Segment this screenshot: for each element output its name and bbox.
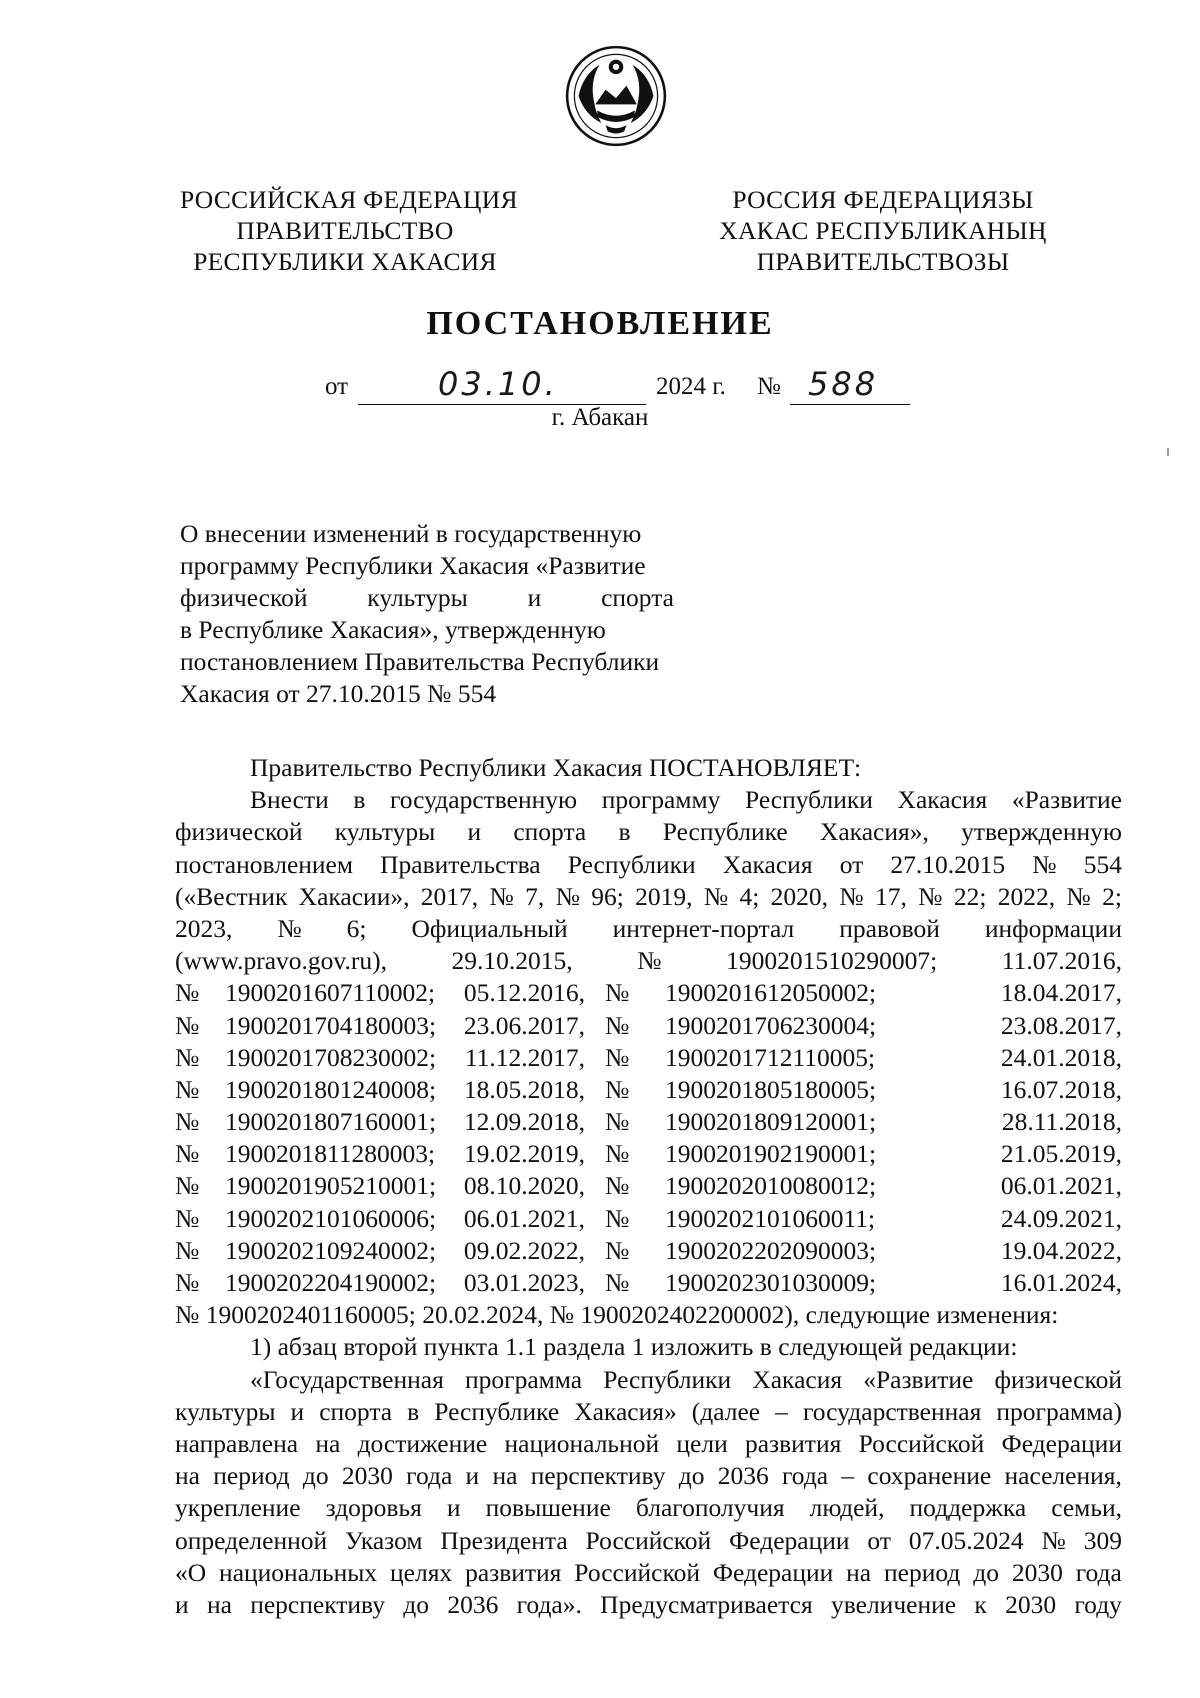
- registry-cell: 1900202010080012;: [665, 1171, 877, 1201]
- registry-cell: 1900201607110002;: [225, 978, 436, 1008]
- header-right-line-3: ПРАВИТЕЛЬСТВОЗЫ: [756, 247, 1010, 276]
- date-number-line: [0, 367, 1200, 407]
- registry-cell: 18.04.2017,: [1000, 978, 1122, 1008]
- registry-row: [175, 1170, 1122, 1202]
- registry-cell: №: [605, 1042, 630, 1072]
- quote-line: и на перспективу до 2036 года». Предусматривается увеличение к 2030 году: [175, 1589, 1122, 1619]
- registry-row: [175, 1074, 1122, 1106]
- text-segment: постановлением Правительства Республики: [180, 647, 660, 676]
- registry-cell: 08.10.2020,: [463, 1171, 585, 1201]
- registry-cell: №: [175, 1074, 200, 1104]
- registry-cell: 1900201905210001;: [225, 1171, 437, 1201]
- body-text: [175, 752, 1122, 1621]
- intro-line: физической культуры и спорта в Республике Хакасия», утвержденную: [175, 817, 1122, 847]
- text-segment: в Республике Хакасия», утвержденную: [180, 615, 606, 644]
- registry-cell: №: [175, 1139, 200, 1169]
- city-name: г. Абакан: [551, 404, 649, 431]
- registry-row: [175, 977, 1122, 1009]
- registry-cell: №: [605, 1139, 630, 1169]
- registry-cell: 1900202109240002;: [225, 1235, 437, 1265]
- registry-cell: 1900202202090003;: [665, 1235, 877, 1265]
- intro-line: («Вестник Хакасии», 2017, № 7, № 96; 2019, № 4; 2020, № 17, № 22; 2022, № 2;: [175, 881, 1122, 911]
- registry-cell: 1900201811280003;: [225, 1139, 436, 1169]
- text-segment: спорта: [601, 583, 674, 612]
- registry-cell: 1900202101060006;: [225, 1203, 437, 1233]
- registry-cell: №: [175, 1235, 200, 1265]
- registry-row: [175, 1203, 1122, 1235]
- subject-line: [180, 614, 674, 646]
- registry-cell: 03.01.2023,: [463, 1268, 585, 1297]
- registry-cell: 19.04.2022,: [1000, 1235, 1122, 1265]
- registry-cell: 1900201712110005;: [665, 1042, 876, 1072]
- registry-cell: 16.01.2024,: [1000, 1268, 1122, 1297]
- coat-of-arms-emblem: [564, 44, 668, 148]
- registry-cell: 1900201706230004;: [665, 1010, 877, 1040]
- registry-cell: 1900201708230002;: [225, 1042, 437, 1072]
- handwritten-number: 588: [808, 365, 879, 403]
- registry-cell: 1900202101060011;: [665, 1203, 876, 1233]
- registry-cell: №: [175, 1042, 200, 1072]
- registry-cell: №: [605, 1074, 630, 1104]
- registry-cell: 21.05.2019,: [1000, 1139, 1122, 1169]
- registry-cell: 19.02.2019,: [463, 1139, 585, 1169]
- quote-line: на период до 2030 года и на перспективу до 2036 года – сохранение населения,: [175, 1461, 1122, 1491]
- subject-line: [180, 518, 674, 550]
- registry-cell: №: [605, 1203, 630, 1233]
- header-left-line-3: РЕСПУБЛИКИ ХАКАСИЯ: [193, 247, 497, 276]
- subject-line: [180, 550, 674, 582]
- registry-row: [175, 1235, 1122, 1267]
- quote-line: «О национальных целях развития Российской Федерации на период до 2030 года: [175, 1557, 1122, 1587]
- closing-registry-line: № 1900202401160005; 20.02.2024, № 1900202402200002), следующие изменения:: [175, 1300, 1059, 1330]
- text-segment: Хакасия от 27.10.2015 № 554: [180, 679, 497, 708]
- quote-line: определенной Указом Президента Российской Федерации от 07.05.2024 № 309: [175, 1525, 1122, 1555]
- registry-cell: 1900202301030009;: [665, 1268, 877, 1297]
- subject-line: [180, 582, 674, 614]
- registry-cell: 18.05.2018,: [463, 1074, 585, 1104]
- quote-line: укрепление здоровья и повышение благополучия людей, поддержка семьи,: [175, 1493, 1122, 1523]
- registry-cell: 11.12.2017,: [464, 1042, 585, 1072]
- registry-cell: 1900201809120001;: [665, 1107, 877, 1137]
- number-label: №: [757, 373, 781, 400]
- intro-line: (www.pravo.gov.ru), 29.10.2015, № 1900201510290007; 11.07.2016,: [175, 946, 1122, 976]
- registry-cell: 1900202204190002;: [225, 1268, 437, 1297]
- intro-paragraph: [175, 784, 1122, 977]
- registry-cell: №: [605, 1107, 630, 1137]
- intro-line: постановлением Правительства Республики Хакасия от 27.10.2015 № 554: [175, 849, 1122, 879]
- registry-cell: №: [605, 1268, 630, 1297]
- registry-cell: 1900201805180005;: [665, 1074, 877, 1104]
- registry-cell: 09.02.2022,: [463, 1235, 585, 1265]
- preamble: Правительство Республики Хакасия ПОСТАНОВЛЯЕТ:: [250, 753, 862, 782]
- registry-cell: №: [605, 1010, 630, 1040]
- header-left-line-1: РОССИЙСКАЯ ФЕДЕРАЦИЯ: [180, 185, 518, 214]
- registry-cell: 16.07.2018,: [1000, 1074, 1122, 1104]
- header-right-line-2: ХАКАС РЕСПУБЛИКАНЫҢ: [719, 216, 1047, 245]
- header-left-block: [180, 184, 518, 277]
- registry-cell: №: [175, 978, 200, 1008]
- registry-row: [175, 1106, 1122, 1138]
- registry-cell: 06.01.2021,: [463, 1203, 585, 1233]
- registry-cell: 12.09.2018,: [463, 1107, 585, 1137]
- date-from-label: от: [325, 373, 349, 400]
- quote-line: «Государственная программа Республики Хакасия «Развитие физической: [250, 1364, 1122, 1394]
- header-right-line-1: РОССИЯ ФЕДЕРАЦИЯЗЫ: [732, 185, 1034, 214]
- text-segment: физической: [180, 583, 308, 612]
- registry-cell: 1900201612050002;: [665, 978, 877, 1008]
- registry-cell: 1900201801240008;: [225, 1074, 437, 1104]
- registry-cell: 24.01.2018,: [1000, 1042, 1122, 1072]
- intro-line: Внести в государственную программу Республики Хакасия «Развитие: [250, 785, 1122, 815]
- registry-cell: №: [175, 1010, 200, 1040]
- registry-cell: 05.12.2016,: [463, 978, 585, 1008]
- registry-cell: №: [175, 1203, 200, 1233]
- registry-cell: 1900201807160001;: [225, 1107, 437, 1137]
- registry-cell: 28.11.2018,: [1001, 1107, 1122, 1137]
- subject-block: [180, 518, 674, 710]
- registry-row: [175, 1267, 1122, 1299]
- registry-row: [175, 1042, 1122, 1074]
- subject-line: [180, 646, 674, 678]
- year-label: 2024 г.: [656, 373, 726, 400]
- header-right-block: [718, 184, 1048, 277]
- quote-line: направлена на достижение национальной цели развития Российской Федерации: [175, 1428, 1122, 1458]
- handwritten-date: 03.10.: [438, 365, 558, 403]
- quote-line: культуры и спорта в Республике Хакасия» (далее – государственная программа): [175, 1396, 1122, 1426]
- registry-cell: №: [175, 1107, 200, 1137]
- registry-cell: 1900201902190001;: [665, 1139, 877, 1169]
- registry-row: [175, 1010, 1122, 1042]
- margin-mark: [1167, 448, 1169, 456]
- registry-cell: №: [605, 1171, 630, 1201]
- quote-paragraph: [175, 1364, 1122, 1622]
- registry-cell: 24.09.2021,: [1000, 1203, 1122, 1233]
- text-segment: О внесении изменений в государственную: [180, 519, 642, 548]
- registry-cell: 23.08.2017,: [1000, 1010, 1122, 1040]
- registry-cell: №: [175, 1171, 200, 1201]
- registry-cell: №: [175, 1268, 200, 1297]
- header-left-line-2: ПРАВИТЕЛЬСТВО: [236, 216, 454, 245]
- subject-line: [180, 678, 674, 710]
- registry-cell: 23.06.2017,: [463, 1010, 585, 1040]
- registry-cell: №: [605, 978, 630, 1008]
- intro-line: 2023, № 6; Официальный интернет-портал правовой информации: [175, 913, 1122, 943]
- registry-row: [175, 1138, 1122, 1170]
- registry-cell: 06.01.2021,: [1000, 1171, 1122, 1201]
- document-title: ПОСТАНОВЛЕНИЕ: [426, 305, 774, 342]
- registry-cell: 1900201704180003;: [225, 1010, 437, 1040]
- registry-cell: №: [605, 1235, 630, 1265]
- registry-table: [175, 977, 1122, 1299]
- item-1-line: 1) абзац второй пункта 1.1 раздела 1 изложить в следующей редакции:: [250, 1332, 1018, 1362]
- text-segment: и: [527, 583, 542, 612]
- text-segment: культуры: [367, 583, 468, 612]
- text-segment: программу Республики Хакасия «Развитие: [180, 551, 646, 580]
